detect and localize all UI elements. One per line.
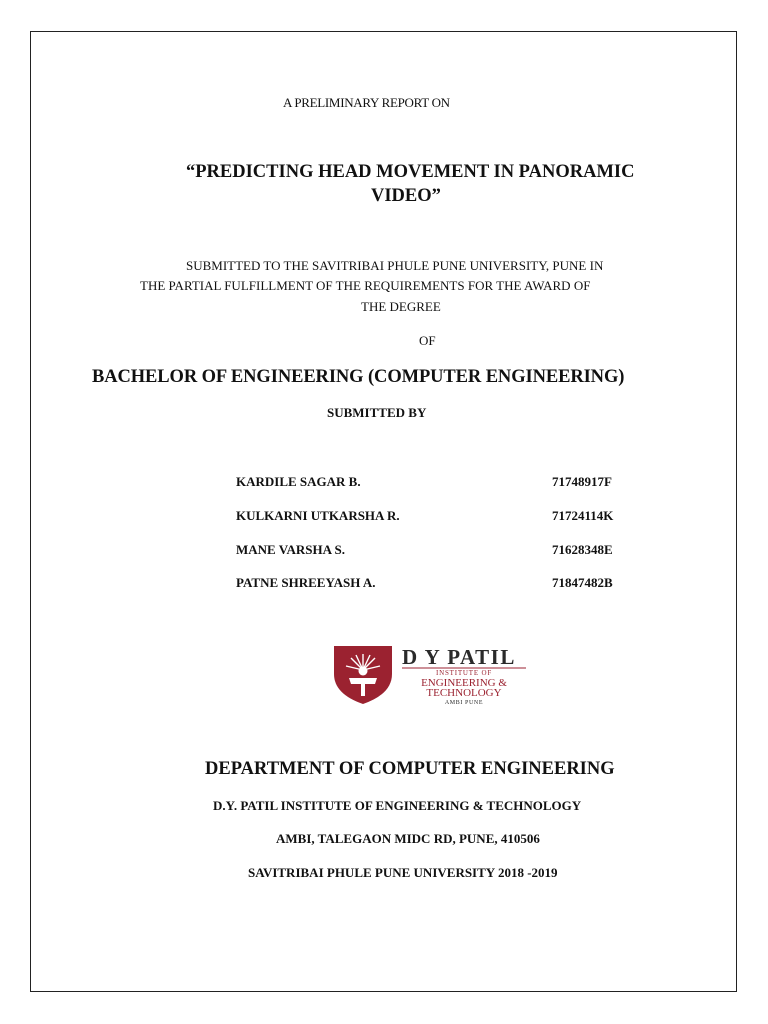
preliminary-heading: A PRELIMINARY REPORT ON [283, 95, 450, 110]
student-name: MANE VARSHA S. [236, 542, 345, 557]
degree-heading: BACHELOR OF ENGINEERING (COMPUTER ENGINEERING) [92, 367, 625, 387]
department-heading: DEPARTMENT OF COMPUTER ENGINEERING [205, 759, 615, 779]
student-id: 71748917F [552, 474, 612, 489]
student-id: 71724114K [552, 508, 614, 523]
institute-address: AMBI, TALEGAON MIDC RD, PUNE, 410506 [276, 831, 540, 846]
submission-text-line-1: SUBMITTED TO THE SAVITRIBAI PHULE PUNE UNIVERSITY, PUNE IN [186, 258, 604, 273]
student-id: 71628348E [552, 542, 613, 557]
logo-title: D Y PATIL [402, 645, 516, 669]
institute-logo [330, 640, 530, 708]
of-text: OF [419, 333, 436, 348]
report-title-line-2: VIDEO” [371, 186, 441, 206]
logo-subtitle: INSTITUTE OF [435, 669, 493, 677]
shield-icon [334, 646, 392, 704]
logo-line-engineering: ENGINEERING & [421, 677, 507, 689]
logo-line-technology: TECHNOLOGY [426, 687, 502, 699]
student-name: PATNE SHREEYASH A. [236, 575, 376, 590]
student-name: KARDILE SAGAR B. [236, 474, 361, 489]
report-title-line-1: “PREDICTING HEAD MOVEMENT IN PANORAMIC [186, 162, 635, 182]
student-id: 71847482B [552, 575, 613, 590]
submission-text-line-3: THE DEGREE [361, 299, 441, 314]
logo-location: AMBI PUNE [444, 700, 484, 706]
submitted-by-heading: SUBMITTED BY [327, 405, 427, 420]
university-year: SAVITRIBAI PHULE PUNE UNIVERSITY 2018 -2019 [248, 865, 558, 880]
submission-text-line-2: THE PARTIAL FULFILLMENT OF THE REQUIREMENTS FOR THE AWARD OF [140, 278, 591, 293]
institute-name: D.Y. PATIL INSTITUTE OF ENGINEERING & TECHNOLOGY [213, 798, 582, 813]
student-name: KULKARNI UTKARSHA R. [236, 508, 400, 523]
